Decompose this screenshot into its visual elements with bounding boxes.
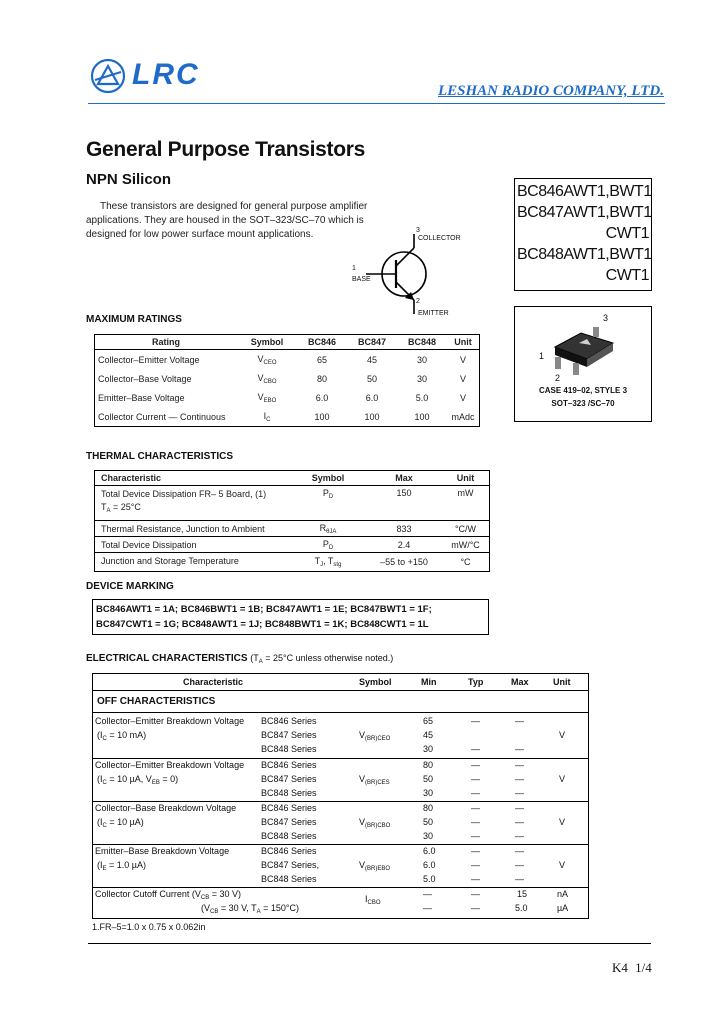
unit-cell: mW	[457, 488, 474, 498]
description	[86, 200, 376, 242]
marking-line: BC846AWT1 = 1A; BC846BWT1 = 1B; BC847AWT1 = 1E; BC847BWT1 = 1F;	[96, 604, 432, 615]
collector-label: COLLECTOR	[418, 235, 461, 242]
value-cell: 50	[366, 373, 377, 384]
package-box	[514, 306, 652, 422]
characteristic-group: Collector–Emitter Breakdown Voltage ($I_C = 10$ mA) BC846 Series BC847 Series BC848 Series $V_{(BR)CEO}$ 65 45 30 — — — — V	[95, 716, 566, 754]
description-line: These transistors are designed for general purpose amplifier	[100, 201, 368, 212]
table-row	[95, 350, 480, 370]
table-header-row	[95, 471, 490, 486]
column-header: Rating	[152, 337, 180, 347]
part-number: CWT1	[605, 267, 649, 284]
package-pin1: 1	[539, 351, 545, 361]
footnote: 1.FR–5=1.0 x 0.75 x 0.062in	[92, 922, 206, 932]
max-cell: 833	[396, 523, 412, 534]
column-header: Symbol	[311, 473, 345, 483]
sot323-package-icon	[515, 313, 651, 383]
page-subtitle: NPN Silicon	[86, 171, 172, 188]
value-cell: 100	[414, 411, 430, 422]
unit-cell: °C	[460, 557, 471, 567]
lrc-logo-icon	[90, 58, 126, 94]
value-cell: 65	[316, 354, 327, 365]
max-ratings-table	[94, 334, 480, 427]
rating-cell: Collector–Base Voltage	[98, 373, 192, 384]
characteristic-group: Emitter–Base Breakdown Voltage ($I_E = 1.0$ µA) BC846 Series BC847 Series, BC848 Series $V_{(BR)EBO}$ 6.0 6.0 5.0 — — — — — — V	[95, 846, 566, 884]
column-header: BC846	[307, 337, 336, 347]
unit-cell: mW/°C	[451, 539, 480, 550]
table-row	[95, 553, 490, 572]
column-header: Unit	[553, 677, 571, 687]
unit-cell: mAdc	[451, 411, 475, 422]
column-header: BC847	[357, 337, 386, 347]
part-number: BC846AWT1,BWT1	[517, 183, 652, 200]
header-rule	[88, 103, 665, 104]
characteristic-group: Collector–Emitter Breakdown Voltage ($I_C = 10$ µA, $V_{EB} = 0$) BC846 Series BC847 Series BC848 Series $V_{(BR)CES}$ 80 50 30 — — — — — — V	[95, 760, 566, 798]
characteristic-cell: Thermal Resistance, Junction to Ambient	[101, 523, 265, 534]
marking-heading: DEVICE MARKING	[86, 581, 174, 592]
part-number: CWT1	[605, 225, 649, 242]
symbol-cell: $V_{CEO}$	[257, 353, 277, 366]
max-cell: 2.4	[397, 539, 411, 550]
rating-cell: Collector Current — Continuous	[98, 411, 226, 422]
column-header: BC848	[407, 337, 436, 347]
package-pin2: 2	[555, 373, 561, 383]
divider	[93, 712, 588, 713]
npn-transistor-icon	[346, 226, 486, 322]
symbol-cell: $T_J$, $T_{stg}$	[314, 556, 342, 568]
symbol-cell: $V_{CBO}$	[257, 372, 277, 385]
value-cell: 6.0	[365, 392, 379, 403]
thermal-heading: THERMAL CHARACTERISTICS	[86, 451, 234, 462]
column-header: Characteristic	[183, 677, 244, 687]
column-header: Min	[421, 677, 437, 687]
part-number-box	[514, 178, 652, 291]
value-cell: 6.0	[315, 392, 329, 403]
footer-code: K4	[612, 960, 628, 975]
column-header: Typ	[468, 677, 484, 687]
rating-cell: Emitter–Base Voltage	[98, 392, 185, 403]
emitter-label: EMITTER	[418, 310, 449, 317]
package-type: SOT–323 /SC–70	[551, 399, 615, 408]
symbol-cell: $I_C$	[263, 410, 271, 423]
table-row	[95, 521, 490, 537]
package-case: CASE 419–02, STYLE 3	[538, 386, 628, 395]
part-number: BC847AWT1,BWT1	[517, 204, 652, 221]
off-characteristics-heading: OFF CHARACTERISTICS	[97, 696, 216, 707]
column-header: Unit	[454, 337, 472, 347]
emitter-pin: 2	[416, 298, 420, 305]
package-pin3: 3	[603, 313, 609, 323]
value-cell: 45	[366, 354, 377, 365]
column-header: Symbol	[250, 337, 284, 347]
logo-text: LRC	[132, 58, 200, 91]
unit-cell: V	[459, 392, 466, 403]
page-title: General Purpose Transistors	[86, 138, 366, 161]
max-cell: –55 to +150	[380, 557, 428, 567]
description-line: designed for low power surface mount applications.	[86, 229, 314, 240]
logo	[90, 56, 220, 98]
column-header: Symbol	[359, 677, 392, 687]
description-line: applications. They are housed in the SOT–323/SC–70 which is	[86, 215, 364, 226]
value-cell: 80	[316, 373, 327, 384]
base-label: BASE	[352, 276, 371, 283]
characteristic-cell: Total Device Dissipation	[101, 539, 197, 550]
symbol-cell: $V_{EBO}$	[257, 391, 277, 404]
table-row	[95, 369, 480, 388]
value-cell: 30	[416, 373, 427, 384]
column-header: Max	[395, 473, 413, 483]
transistor-schematic	[346, 226, 486, 322]
symbol-cell: $P_D$	[322, 488, 334, 500]
characteristic-group: Collector–Base Breakdown Voltage ($I_C = 10$ µA) BC846 Series BC847 Series BC848 Series $V_{(BR)CBO}$ 80 50 30 — — — — — — V	[95, 803, 566, 841]
max-cell: 150	[396, 488, 412, 498]
company-name: LESHAN RADIO COMPANY, LTD.	[437, 83, 664, 99]
table-row	[95, 537, 490, 553]
footer	[612, 960, 652, 976]
page-number: 1/4	[635, 960, 652, 975]
characteristic-cell: Junction and Storage Temperature	[101, 555, 239, 566]
table-row	[95, 407, 480, 427]
thermal-table	[94, 470, 490, 572]
column-header: Unit	[456, 473, 475, 483]
base-pin: 1	[352, 265, 356, 272]
unit-cell: °C/W	[454, 523, 477, 534]
electrical-heading: ELECTRICAL CHARACTERISTICS ($T_A = 25^\circ C$ unless otherwise noted.)	[86, 653, 394, 665]
symbol-cell: $R_{\theta JA}$	[319, 522, 337, 535]
column-header: Characteristic	[101, 473, 162, 483]
collector-pin: 3	[416, 227, 420, 234]
footer-rule	[88, 943, 651, 944]
marking-box	[92, 599, 489, 635]
unit-cell: V	[459, 354, 466, 365]
value-cell: 100	[314, 411, 330, 422]
value-cell: 5.0	[415, 392, 429, 403]
characteristic-group: Collector Cutoff Current ($V_{CB} = 30$ V) ($V_{CB} = 30$ V, $T_A = 150^\circ C$) $I_{CBO}$ — — — — 15 5.0 nA µA	[95, 889, 569, 915]
table-row	[95, 388, 480, 407]
rating-cell: Collector–Emitter Voltage	[98, 354, 200, 365]
table-row	[95, 486, 490, 521]
part-number: BC848AWT1,BWT1	[517, 246, 652, 263]
table-header-row	[95, 335, 480, 350]
value-cell: 30	[416, 354, 427, 365]
symbol-cell: $P_D$	[322, 538, 334, 551]
column-header: Max	[511, 677, 529, 687]
unit-cell: V	[459, 373, 466, 384]
marking-line: BC847CWT1 = 1G; BC848AWT1 = 1J; BC848BWT1 = 1K; BC848CWT1 = 1L	[96, 619, 429, 630]
max-ratings-heading: MAXIMUM RATINGS	[86, 314, 182, 325]
electrical-table	[92, 673, 589, 919]
value-cell: 100	[364, 411, 380, 422]
table-header-row	[93, 674, 588, 691]
characteristic-cell: Total Device Dissipation FR– 5 Board, (1) $T_A = 25^\circ C$	[101, 489, 267, 514]
